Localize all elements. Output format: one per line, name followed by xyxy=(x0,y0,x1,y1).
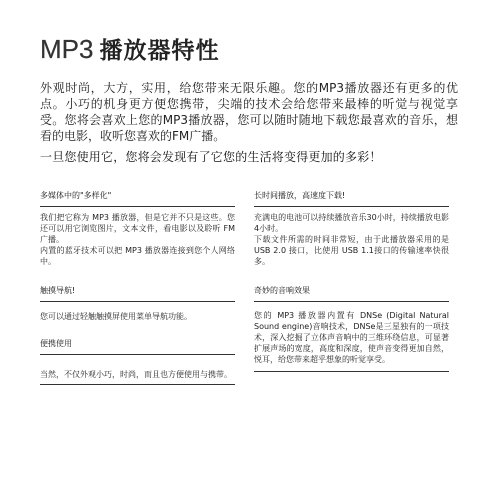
section-paragraph: 您可以通过轻触触摸屏使用菜单导航功能。 xyxy=(40,312,192,321)
section-heading: 多媒体中的"多样化" xyxy=(40,190,235,207)
section-body xyxy=(254,310,449,372)
section-long-playback xyxy=(254,190,449,267)
section-body xyxy=(40,311,235,322)
section-paragraph: 充满电的电池可以持续播放音乐30小时，持续播放电影4小时。 xyxy=(254,213,449,233)
page-title xyxy=(40,32,219,65)
section-heading: 长时间播放，高速度下载! xyxy=(254,190,449,207)
section-portable xyxy=(40,338,235,385)
section-paragraph: 内置的蓝牙技术可以把 MP3 播放器连接到您个人网络中。 xyxy=(40,246,235,266)
section-body xyxy=(40,369,235,385)
section-body xyxy=(40,212,235,267)
section-sound-effect xyxy=(254,285,449,372)
page-title-latin: MP3 xyxy=(40,34,94,64)
section-paragraph: 当然，不仅外观小巧，时尚，而且也方便使用与携带。 xyxy=(40,370,232,379)
section-heading: 奇妙的音响效果 xyxy=(254,285,449,302)
section-touch-navigation xyxy=(40,285,235,322)
section-body xyxy=(254,212,449,267)
section-multimedia xyxy=(40,190,235,267)
section-heading: 便携使用 xyxy=(40,338,235,355)
intro-paragraph: 外观时尚，大方，实用，给您带来无限乐趣。您的MP3播放器还有更多的优点。小巧的机身更方便您携带，尖端的技术会给您带来最棒的听觉与视觉享受。您将会喜欢上您的MP3播放器，您可以随时随地下载您最喜欢的音乐，想看的电影，收听您喜欢的FM广播。 xyxy=(40,81,458,143)
section-paragraph: 我们把它称为 MP3 播放器，但是它并不只是这些。您还可以用它浏览图片，文本文件，看电影以及聆听 FM 广播。 xyxy=(40,213,235,244)
tagline: 一旦您使用它，您将会发现有了它您的生活将变得更加的多彩！ xyxy=(40,150,382,164)
section-heading: 触摸导航! xyxy=(40,285,235,302)
section-paragraph: 您的 MP3 播放器内置有 DNSe (Digital Natural Sound engine)音响技术，DNSe是三星独有的一项技术，深入挖掘了立体声音响中的三维环绕信息，可显著扩展声场的宽度，高度和深度，使声音变得更加自然，悦耳，给您带来超乎想象的听觉享受。 xyxy=(254,311,449,364)
left-column xyxy=(40,190,235,385)
section-paragraph: 下载文件所需的时间非常短，由于此播放器采用的是 USB 2.0 接口，比使用 USB 1.1接口的传输速率快很多。 xyxy=(254,235,449,266)
page-title-cjk: 播放器特性 xyxy=(99,38,220,64)
right-column xyxy=(254,190,449,372)
